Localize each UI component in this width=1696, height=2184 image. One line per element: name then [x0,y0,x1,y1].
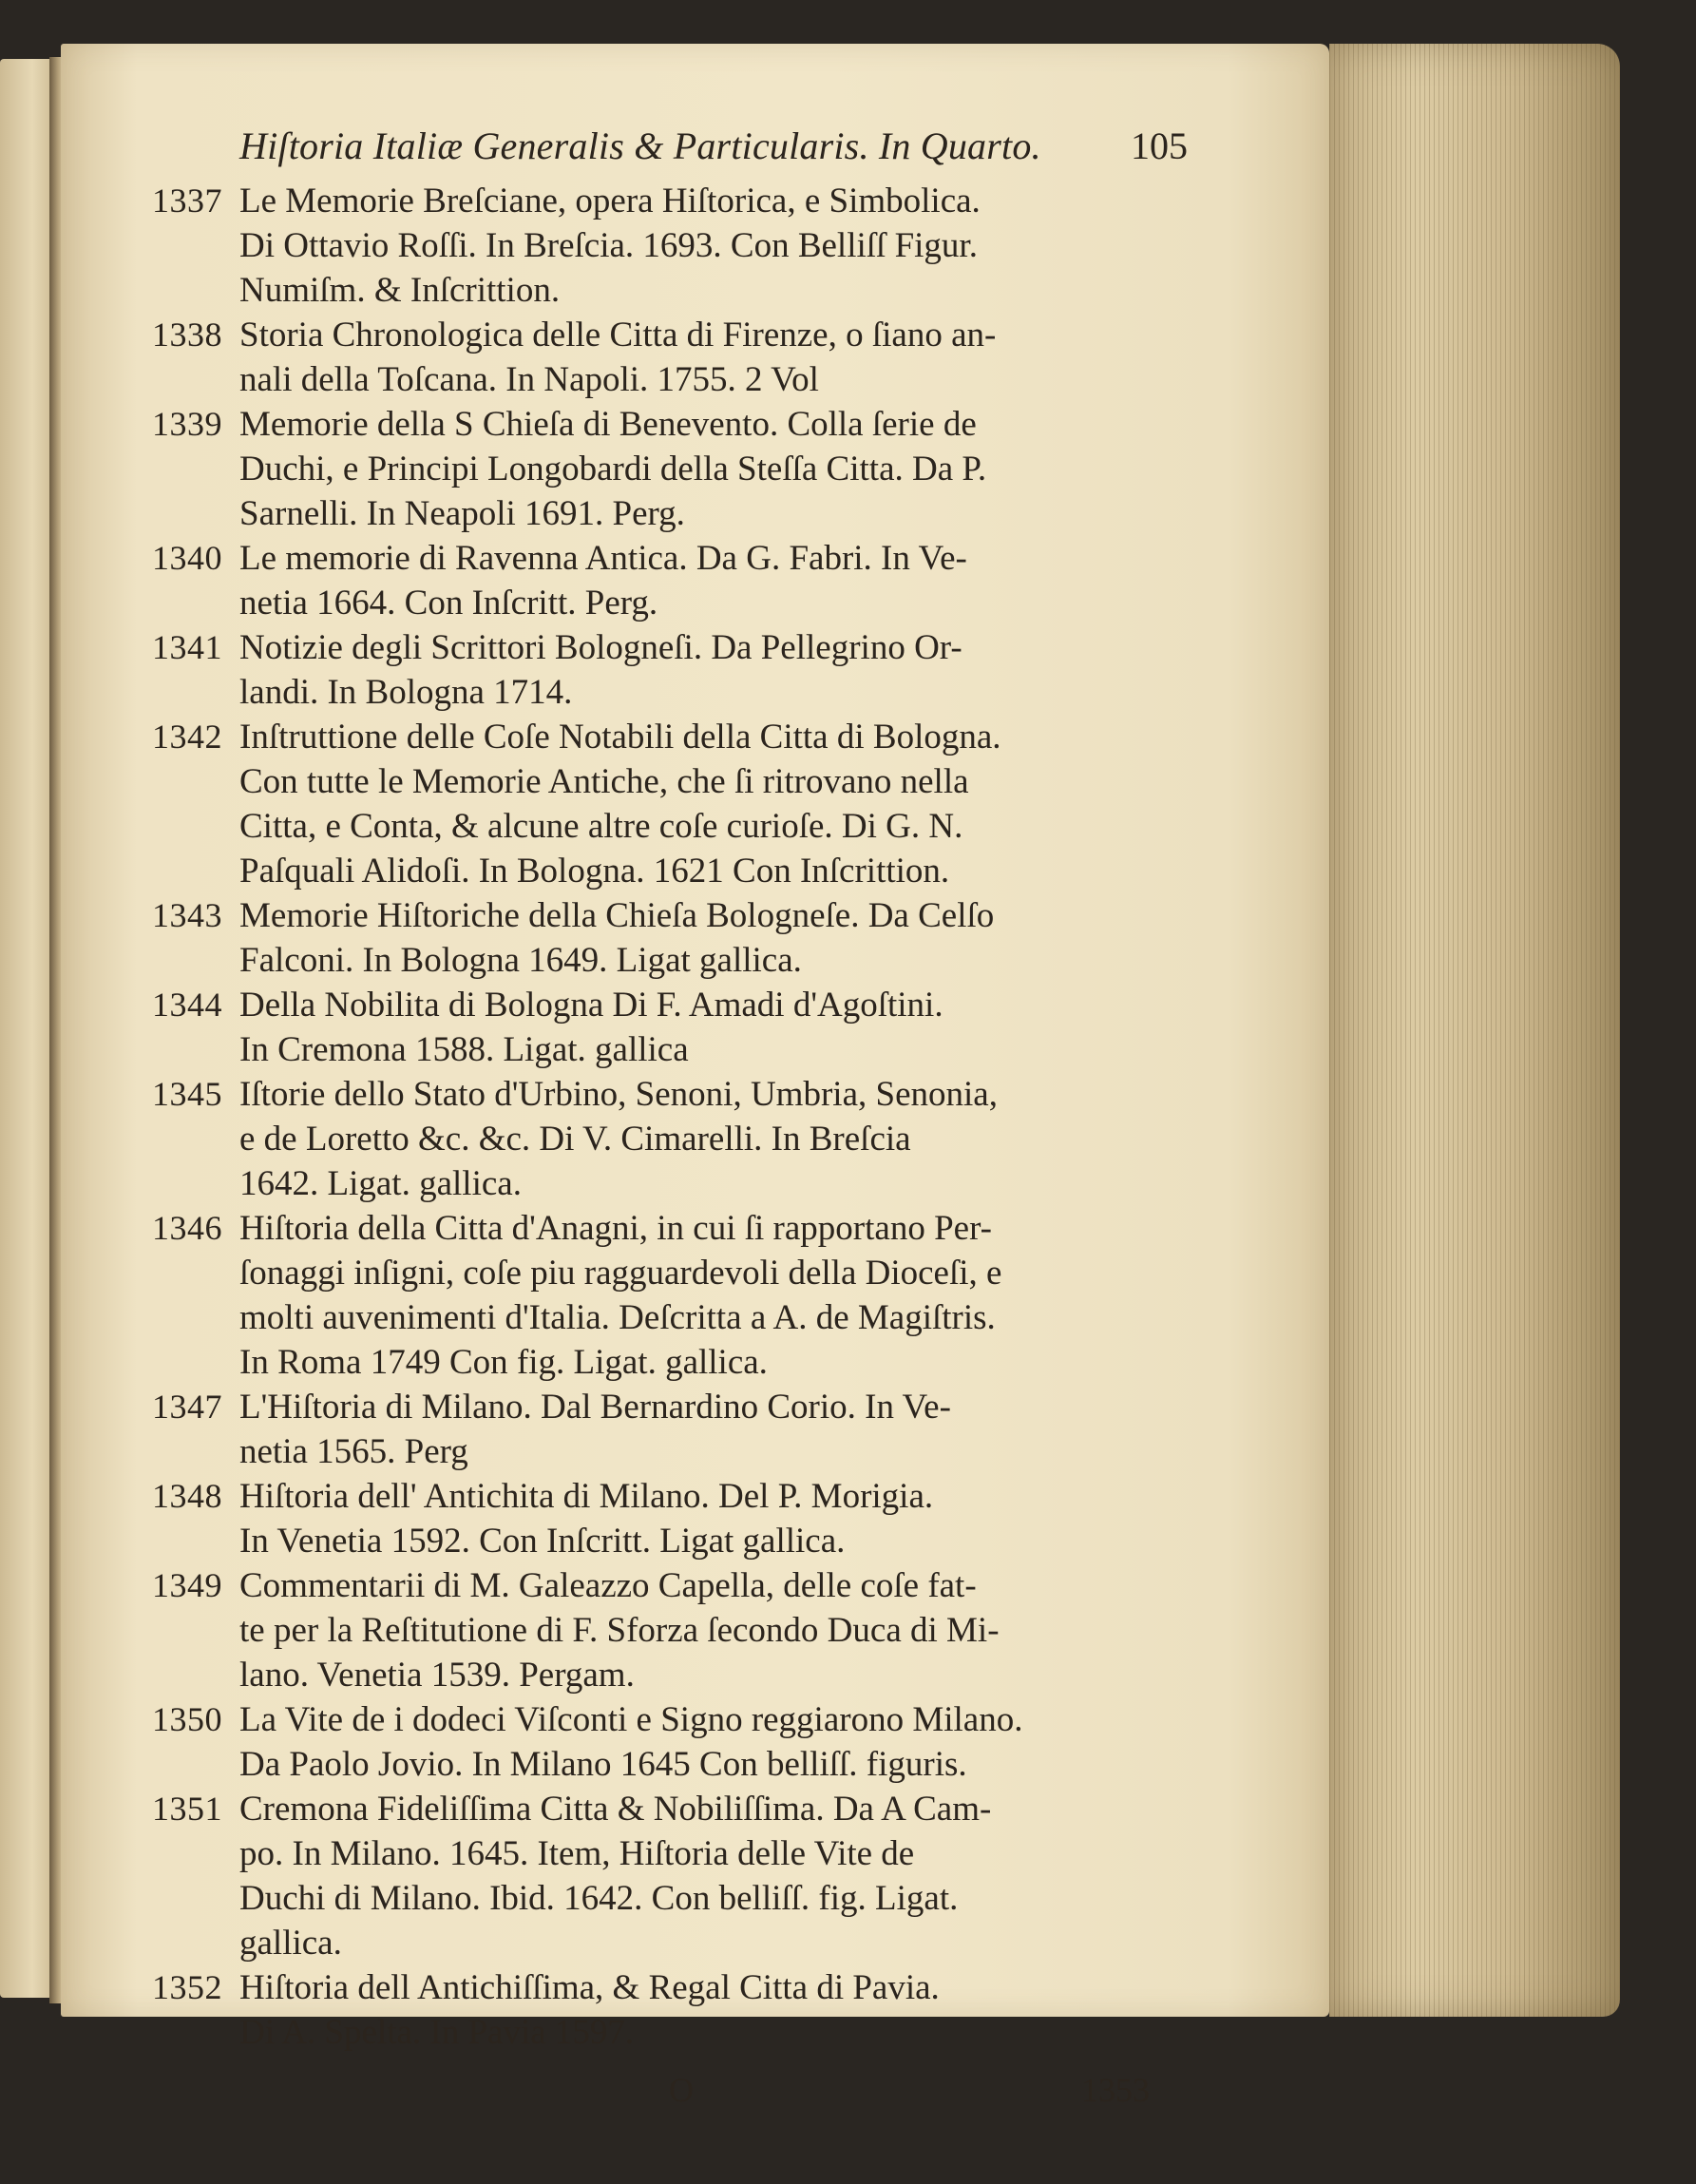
entry-number: 1345 [152,1075,222,1113]
entry-line: Di Ottavio Roſſi. In Breſcia. 1693. Con Belliſſ Figur. [239,226,978,265]
entry-line: molti auvenimenti d'Italia. Deſcritta a A. de Magiſtris. [239,1298,996,1337]
entry-number: 1343 [152,896,222,934]
entry-number: 1337 [152,182,222,220]
entry-number: 1349 [152,1566,222,1604]
catalogue-entry [152,1385,1188,1474]
entry-line: Di A. Spelta. In Pavia 1597. [239,2013,635,2052]
entry-line: Citta, e Conta, & alcune altre coſe curioſe. Di G. N. [239,807,963,846]
entry-line: Commentarii di M. Galeazzo Capella, delle coſe fat- [239,1566,977,1605]
entry-line: Le Memorie Breſciane, opera Hiſtorica, e Simbolica. [239,182,981,220]
entry-line: Notizie degli Scrittori Bologneſi. Da Pellegrino Or- [239,628,962,667]
entry-text [239,1965,1188,2055]
entry-line: gallica. [239,1924,342,1963]
entry-line: Iſtorie dello Stato d'Urbino, Senoni, Umbria, Senonia, [239,1075,998,1114]
entry-number: 1352 [152,1968,222,2006]
entry-number: 1340 [152,539,222,577]
catalogue-entry [152,1697,1188,1787]
entry-number: 1341 [152,628,222,666]
entry-line: Hiſtoria dell' Antichita di Milano. Del P. Morigia. [239,1477,934,1516]
entry-number: 1342 [152,718,222,756]
entry-line: L'Hiſtoria di Milano. Dal Bernardino Corio. In Ve- [239,1388,951,1427]
entry-line: Storia Chronologica delle Citta di Firenze, o ſiano an- [239,316,997,354]
entry-number: 1344 [152,986,222,1024]
entry-line: Duchi di Milano. Ibid. 1642. Con belliſſ. fig. Ligat. [239,1879,959,1918]
entry-text [239,893,1188,983]
entry-line: Hiſtoria della Citta d'Anagni, in cui ſi rapportano Per- [239,1209,992,1248]
entry-text [239,715,1188,893]
entry-line: Cremona Fideliſſima Citta & Nobiliſſima. Da A Cam- [239,1790,992,1829]
catalogue-entry [152,536,1188,625]
entry-text [239,179,1188,313]
entry-line: La Vite de i dodeci Viſconti e Signo reggiarono Milano. [239,1700,1023,1739]
entry-number: 1338 [152,316,222,354]
entry-line: Duchi, e Principi Longobardi della Steſſa Citta. Da P. [239,450,987,489]
entry-line: Le memorie di Ravenna Antica. Da G. Fabri. In Ve- [239,539,967,578]
signature-mark: O [669,2071,694,2109]
catalogue-entry [152,893,1188,983]
catalogue-entry [152,1474,1188,1563]
running-title: Hiſtoria Italiæ Generalis & Particularis. In Quarto. [239,125,1041,167]
entry-number: 1350 [152,1700,222,1738]
catalogue-entry [152,1563,1188,1697]
page-edges [1329,44,1620,2017]
entry-text [239,1385,1188,1474]
entry-line: Con tutte le Memorie Antiche, che ſi ritrovano nella [239,762,969,801]
entry-text [239,1072,1188,1206]
entry-text [239,1206,1188,1385]
entry-line: Da Paolo Jovio. In Milano 1645 Con belliſſ. figuris. [239,1745,967,1784]
catalogue-entry [152,625,1188,715]
page-text [152,122,1188,2127]
catchword: 1353 [1081,2071,1150,2109]
entry-line: landi. In Bologna 1714. [239,673,573,712]
entry-line: In Cremona 1588. Ligat. gallica [239,1030,689,1069]
entry-line: Memorie Hiſtoriche della Chieſa Bologneſe. Da Celſo [239,896,995,935]
catalogue-entry [152,402,1188,536]
entry-line: po. In Milano. 1645. Item, Hiſtoria delle Vite de [239,1834,915,1873]
entry-line: 1642. Ligat. gallica. [239,1164,522,1203]
catalogue-entries [152,179,1188,2055]
entry-number: 1339 [152,405,222,443]
page-foot [152,2070,1188,2127]
entry-text [239,1474,1188,1563]
entry-line: In Venetia 1592. Con Inſcritt. Ligat gallica. [239,1522,846,1561]
catalogue-entry [152,179,1188,313]
entry-line: te per la Reſtitutione di F. Sforza ſecondo Duca di Mi- [239,1611,1000,1650]
catalogue-entry [152,715,1188,893]
catalogue-entry [152,1206,1188,1385]
entry-text [239,313,1188,402]
entry-line: Paſquali Alidoſi. In Bologna. 1621 Con Inſcrittion. [239,852,950,891]
entry-line: Falconi. In Bologna 1649. Ligat gallica. [239,941,802,980]
entry-line: lano. Venetia 1539. Pergam. [239,1656,635,1695]
entry-text [239,402,1188,536]
running-head [239,122,1188,171]
entry-line: netia 1565. Perg [239,1432,468,1471]
entry-line: Della Nobilita di Bologna Di F. Amadi d'Agoſtini. [239,986,943,1025]
entry-text [239,1697,1188,1787]
entry-line: nali della Toſcana. In Napoli. 1755. 2 Vol [239,360,819,399]
entry-text [239,625,1188,715]
catalogue-entry [152,1072,1188,1206]
entry-number: 1347 [152,1388,222,1426]
entry-line: Inſtruttione delle Coſe Notabili della Citta di Bologna. [239,718,1001,757]
entry-line: netia 1664. Con Inſcritt. Perg. [239,584,658,623]
entry-number: 1348 [152,1477,222,1515]
entry-line: Numiſm. & Inſcrittion. [239,271,561,310]
entry-line: Sarnelli. In Neapoli 1691. Perg. [239,494,685,533]
entry-text [239,983,1188,1072]
catalogue-entry [152,1965,1188,2055]
entry-number: 1351 [152,1790,222,1828]
entry-line: ſonaggi inſigni, coſe piu ragguardevoli della Dioceſi, e [239,1254,1002,1293]
entry-text [239,1563,1188,1697]
entry-text [239,536,1188,625]
entry-number: 1346 [152,1209,222,1247]
entry-line: In Roma 1749 Con fig. Ligat. gallica. [239,1343,768,1382]
entry-line: e de Loretto &c. &c. Di V. Cimarelli. In Breſcia [239,1120,911,1159]
entry-line: Memorie della S Chieſa di Benevento. Colla ſerie de [239,405,977,444]
page-number: 105 [1131,125,1188,167]
catalogue-entry [152,1787,1188,1965]
entry-line: Hiſtoria dell Antichiſſima, & Regal Citta di Pavia. [239,1968,940,2007]
catalogue-entry [152,313,1188,402]
entry-text [239,1787,1188,1965]
catalogue-entry [152,983,1188,1072]
